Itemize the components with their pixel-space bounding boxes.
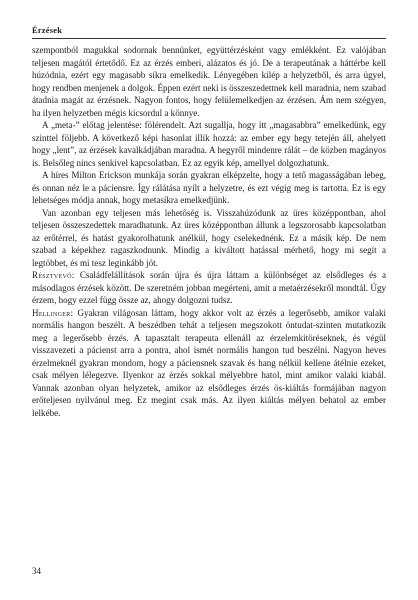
dialogue-paragraph <box>32 307 386 420</box>
header-rule <box>32 38 386 39</box>
dialogue-paragraph <box>32 269 386 307</box>
speaker-label: Hellinger: <box>32 307 74 318</box>
running-header: Érzések <box>32 26 63 35</box>
dialogue-text: Családfelállítások során újra és újra láttam a különbséget az elsődleges és a másodlagos érzések között. De szeretném jobban megérteni, amit a metaérzésekről mondtál. Úgy érzem, hogy ezzel függ össze az, ahogy dolgozni tudsz. <box>32 270 386 305</box>
paragraph: szempontból magukkal sodornak bennünket, együttérzésként vagy emlékként. Ez valójában teljesen magától értetődő. Ez az érzés emberi, alázatos és jó. De a terapeutának a háttérbe kell húzódnia, ezért egy magasabb síkra emelkedik. Lényegében kilép a helyzetből, és arra ügyel, hogy rendben menjenek a dolgok. Éppen ezért neki is összeszedettnek kell maradnia, nem szabad átadnia magát az érzésnek. Nagyon fontos, hogy felülemelkedjen az érzésen. Ám nem szégyen, ha ilyen helyzetben mégis kicsordul a könnye. <box>32 45 386 118</box>
page-number: 34 <box>32 566 41 576</box>
speaker-label: Résztvevő: <box>32 270 75 280</box>
dialogue-text: Gyakran világosan láttam, hogy akkor volt az érzés a legerősebb, amikor valaki normális hangon beszélt. A beszédben tehát a teljesen megszokott öntudat-szinten mutatkozik meg a legerősebb érzés. A tapasztalt terapeuta ellenáll az érzelemkitöréseknek, és végül visszavezeti a pácienst arra a pontra, ahol ismét normális hangon tud beszélni. Nagyon heves érzelmeknél gyakran mondom, hogy a páciensnek szavak és hang nélkül kellene átélnie ezeket, csak mélyen lélegezve. Ilyenkor az érzés sokkal mélyebbre hatol, mint amikor valaki kiabál. Vannak azonban olyan helyzetek, amikor az elsődleges érzés ös-kiáltás formájában nagyon erőteljesen nyilvánul meg. Ez megint csak más. Az ilyen kiáltás mélyen behatol az ember lelkébe. <box>32 307 386 418</box>
paragraph: Van azonban egy teljesen más lehetőség is. Visszahúzódunk az üres középpontban, ahol teljesen összeszedettek maradhatunk. Az üres középpontban állunk a legszorosabb kapcsolatban az erőtérrel, és hatást gyakorolhatunk anélkül, hogy cselekednénk. Ez a másik kép. De nem szabad a képekhez ragaszkodnunk. Mindig a kiváltott hatással mérhető, hogy mi segít a legtöbbet, és mi tesz leginkább jót. <box>32 207 386 268</box>
body-text <box>32 44 386 419</box>
paragraph: A híres Milton Erickson munkája során gyakran elképzelte, hogy a tető magasságában lebeg, és onnan néz le a páciensre. Így rálátása nyílt a helyzetre, és ezt végig meg is tartotta. Ez is egy lehetséges módja annak, hogy metasíkra emelkedjünk. <box>32 170 386 205</box>
paragraph: A „meta-” előtag jelentése: fölérendelt. Azt sugallja, hogy itt „magasabbra” emelkedünk, egy szinttel följebb. A következő képi hasonlat illik hozzá: az ember egy hegy tetején áll, ahelyett hogy „lent”, az érzések kavalkádjában maradna. A hegyről mindenre rálát – de közben magányos is. Belsőleg nincs senkivel kapcsolatban. Ez az egyik kép, amellyel dolgozhatunk. <box>32 120 386 168</box>
